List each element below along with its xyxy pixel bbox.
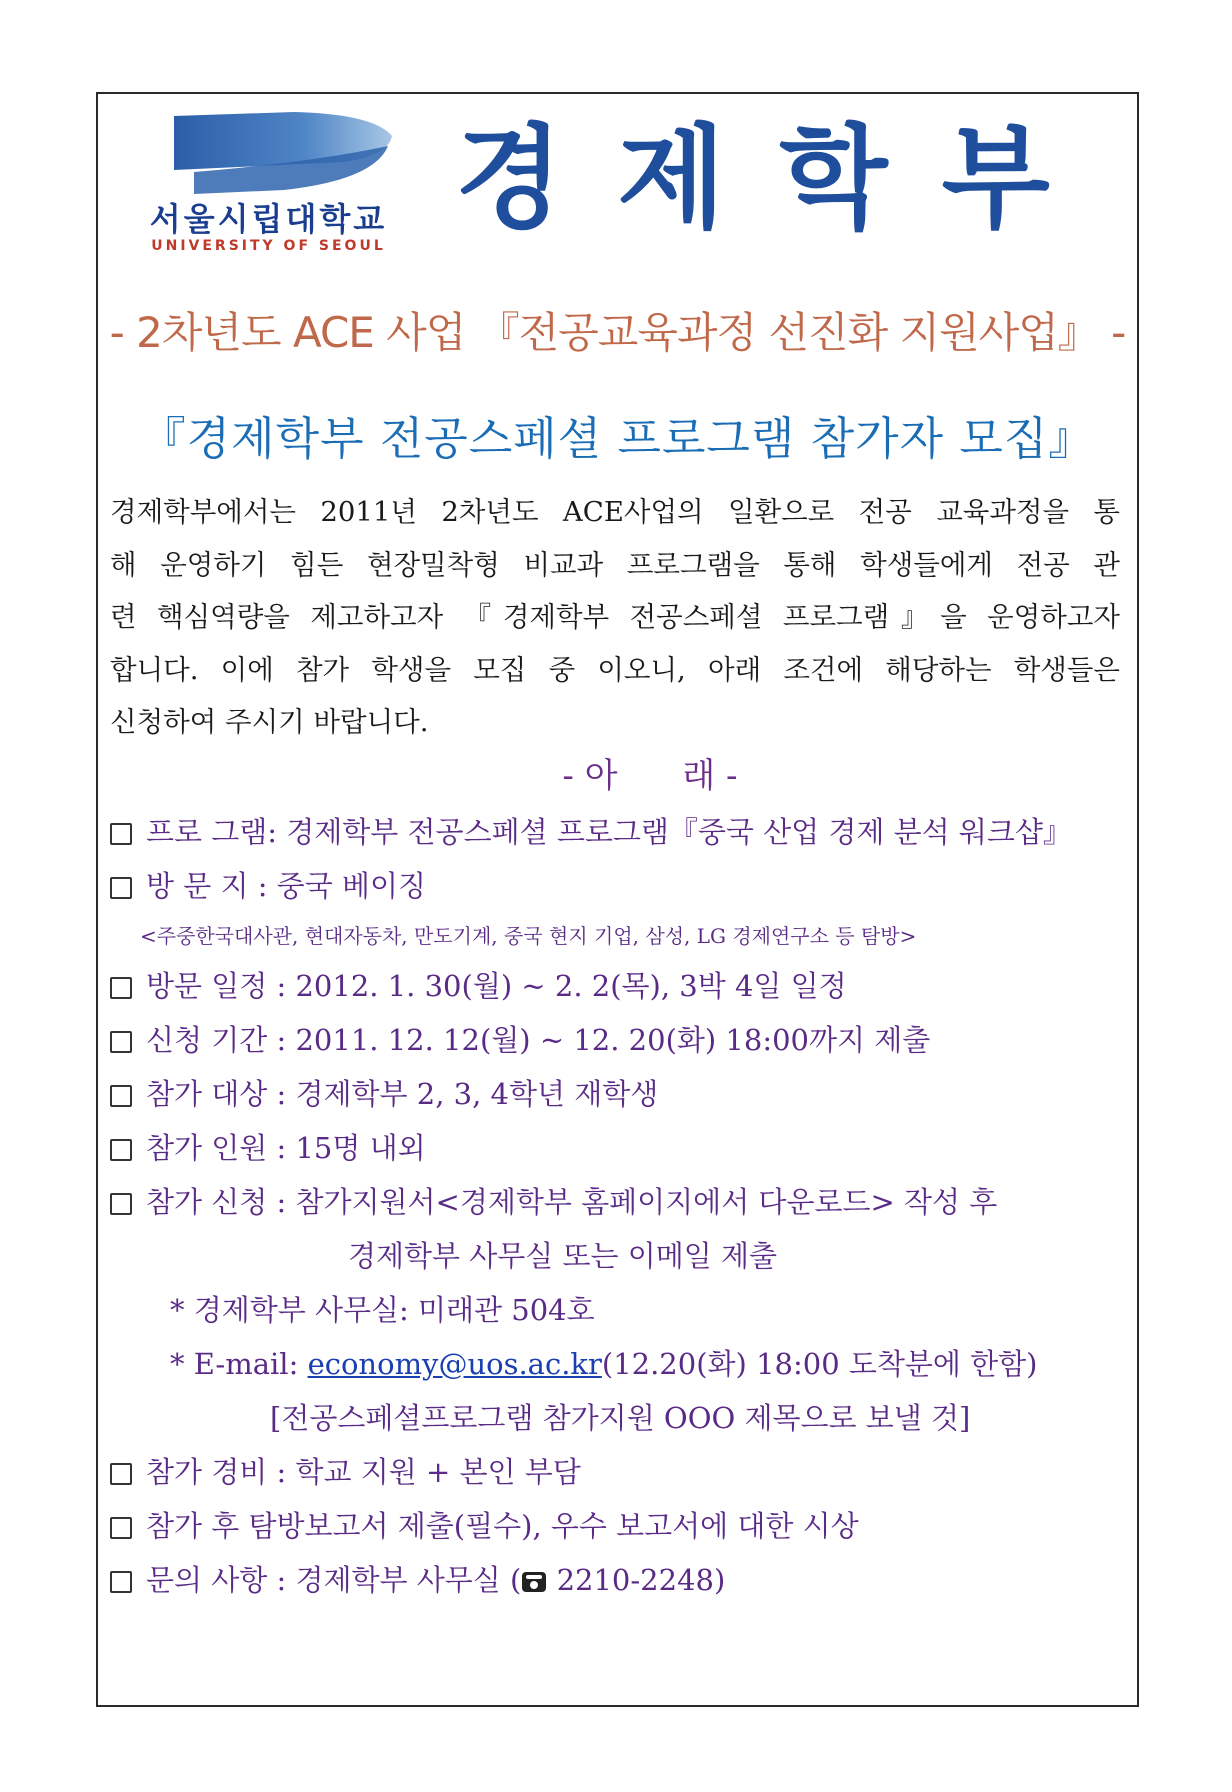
item-cost	[110, 1452, 1130, 1492]
item-schedule	[110, 966, 1130, 1006]
intro-line: 해 운영하기 힘든 현장밀착형 비교과 프로그램을 통해 학생들에게 전공 관	[110, 548, 1120, 581]
item-text: 참가 대상 : 경제학부 2, 3, 4학년 재학생	[146, 1077, 659, 1111]
item-text: 신청 기간 : 2011. 12. 12(월) ~ 12. 20(화) 18:00까지 제출	[146, 1023, 931, 1057]
intro-line: 경제학부에서는 2011년 2차년도 ACE사업의 일환으로 전공 교육과정을 통	[110, 496, 1120, 528]
item-program	[110, 812, 1130, 852]
contact-prefix: 문의 사항 : 경제학부 사무실 (	[146, 1563, 522, 1597]
email-line	[170, 1344, 1037, 1384]
item-application	[110, 1182, 1130, 1222]
intro-paragraph	[110, 486, 1120, 749]
office-note: * 경제학부 사무실: 미래관 504호	[170, 1293, 595, 1327]
item-text: 방문 일정 : 2012. 1. 30(월) ~ 2. 2(목), 3박 4일 일정	[146, 969, 847, 1003]
intro-line: 련 핵심역량을 제고하고자 『경제학부 전공스페셜 프로그램』을 운영하고자	[110, 601, 1120, 633]
intro-line: 신청하여 주시기 바랍니다.	[110, 706, 429, 738]
checkbox-icon	[110, 977, 132, 999]
department-title: 경제학부	[455, 114, 1104, 244]
item-report	[110, 1506, 1130, 1546]
destination-note: <주중한국대사관, 현대자동차, 만도기계, 중국 현지 기업, 삼성, LG 경제연구소 등 탐방>	[140, 924, 917, 948]
item-headcount	[110, 1128, 1130, 1168]
checkbox-icon	[110, 1193, 132, 1215]
item-text: 참가 인원 : 15명 내외	[146, 1131, 426, 1165]
item-destination	[110, 866, 1130, 906]
checkbox-icon	[110, 1571, 132, 1593]
item-contact	[110, 1560, 1130, 1600]
university-logo	[126, 110, 411, 260]
logo-korean-name: 서울시립대학교	[149, 200, 388, 238]
email-prefix: * E-mail:	[170, 1347, 308, 1381]
checkbox-icon	[110, 1031, 132, 1053]
checkbox-icon	[110, 1139, 132, 1161]
logo-english-name: UNIVERSITY OF SEOUL	[151, 238, 386, 254]
intro-line: 합니다. 이에 참가 학생을 모집 중 이오니, 아래 조건에 해당하는 학생들은	[110, 653, 1120, 686]
item-text: 참가 경비 : 학교 지원 + 본인 부담	[146, 1455, 581, 1489]
email-suffix: (12.20(화) 18:00 도착분에 한함)	[601, 1347, 1038, 1381]
logo-swoosh-icon	[174, 110, 394, 198]
item-text: 방 문 지 : 중국 베이징	[146, 869, 426, 903]
item-text: 참가 신청 : 참가지원서<경제학부 홈페이지에서 다운로드> 작성 후	[146, 1185, 998, 1219]
section-heading: - 아 래 -	[562, 756, 738, 796]
email-link[interactable]: economy@uos.ac.kr	[307, 1347, 602, 1381]
application-continued: 경제학부 사무실 또는 이메일 제출	[348, 1239, 778, 1273]
item-target	[110, 1074, 1130, 1114]
contact-phone: 2210-2248)	[556, 1563, 726, 1597]
checkbox-icon	[110, 1517, 132, 1539]
recruitment-title: 『경제학부 전공스페셜 프로그램 참가자 모집』	[140, 412, 1095, 465]
checkbox-icon	[110, 1463, 132, 1485]
item-text: 프로 그램: 경제학부 전공스페셜 프로그램『중국 산업 경제 분석 워크샵』	[146, 815, 1072, 849]
project-subtitle: - 2차년도 ACE 사업 『전공교육과정 선진화 지원사업』 -	[109, 308, 1126, 357]
checkbox-icon	[110, 1085, 132, 1107]
checkbox-icon	[110, 877, 132, 899]
item-apply-period	[110, 1020, 1130, 1060]
phone-icon	[521, 1571, 547, 1593]
checkbox-icon	[110, 823, 132, 845]
email-subject-note: [전공스페셜프로그램 참가지원 OOO 제목으로 보낼 것]	[270, 1401, 971, 1435]
item-text: 참가 후 탐방보고서 제출(필수), 우수 보고서에 대한 시상	[146, 1509, 859, 1543]
